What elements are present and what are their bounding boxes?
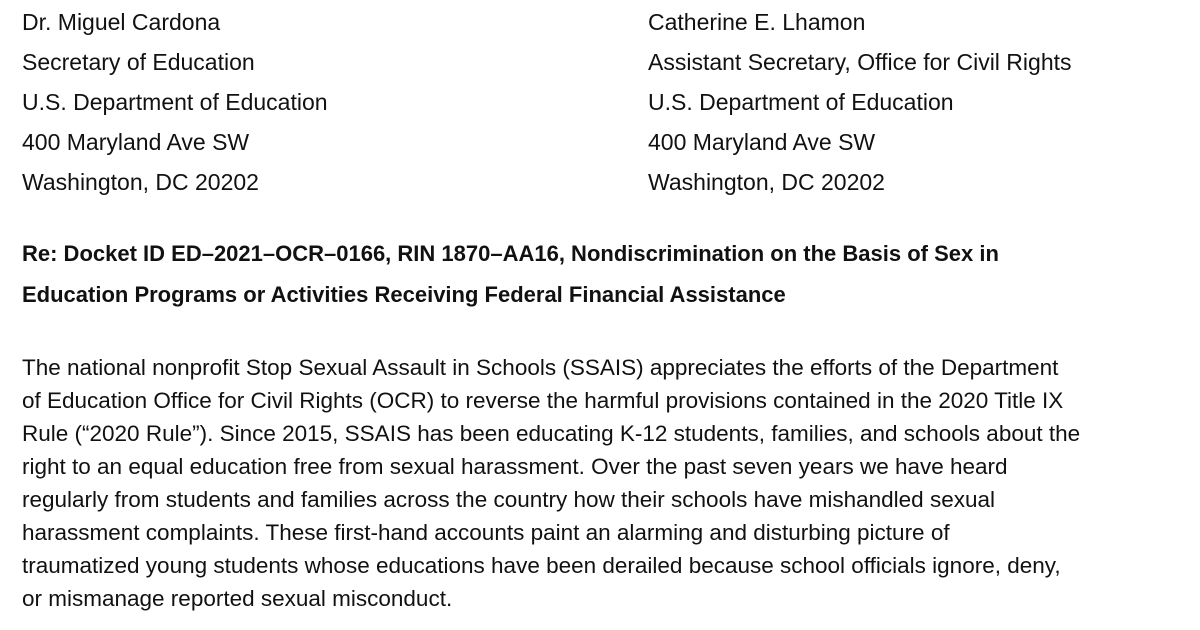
recipient-name: Catherine E. Lhamon [648,9,866,35]
subject-line [22,233,1182,315]
recipient-title: Assistant Secretary, Office for Civil Rights [648,49,1072,75]
paragraph-line: Rule (“2020 Rule”). Since 2015, SSAIS has been educating K-12 students, families, and schools about the [22,421,1081,446]
paragraph-line: or mismanage reported sexual misconduct. [22,586,453,611]
recipient-title: Secretary of Education [22,49,255,75]
recipient-street: 400 Maryland Ave SW [648,129,876,155]
recipient-street: 400 Maryland Ave SW [22,129,250,155]
recipient-address-right [648,2,1072,202]
body-paragraph [22,351,1192,615]
paragraph-line: traumatized young students whose educations have been derailed because school officials ignore, deny, [22,553,1061,578]
subject-line-1: Re: Docket ID ED–2021–OCR–0166, RIN 1870–AA16, Nondiscrimination on the Basis of Sex in [22,241,999,266]
recipient-organization: U.S. Department of Education [648,89,954,115]
recipient-city: Washington, DC 20202 [648,169,885,195]
recipient-name: Dr. Miguel Cardona [22,9,221,35]
paragraph-line: regularly from students and families across the country how their schools have mishandled sexual [22,487,995,512]
recipient-address-left [22,2,328,202]
paragraph-line: The national nonprofit Stop Sexual Assault in Schools (SSAIS) appreciates the efforts of the Department [22,355,1059,380]
subject-line-2: Education Programs or Activities Receiving Federal Financial Assistance [22,282,786,307]
paragraph-line: harassment complaints. These first-hand accounts paint an alarming and disturbing picture of [22,520,950,545]
paragraph-line: of Education Office for Civil Rights (OCR) to reverse the harmful provisions contained in the 2020 Title IX [22,388,1064,413]
paragraph-line: right to an equal education free from sexual harassment. Over the past seven years we have heard [22,454,1008,479]
recipient-city: Washington, DC 20202 [22,169,259,195]
recipient-organization: U.S. Department of Education [22,89,328,115]
